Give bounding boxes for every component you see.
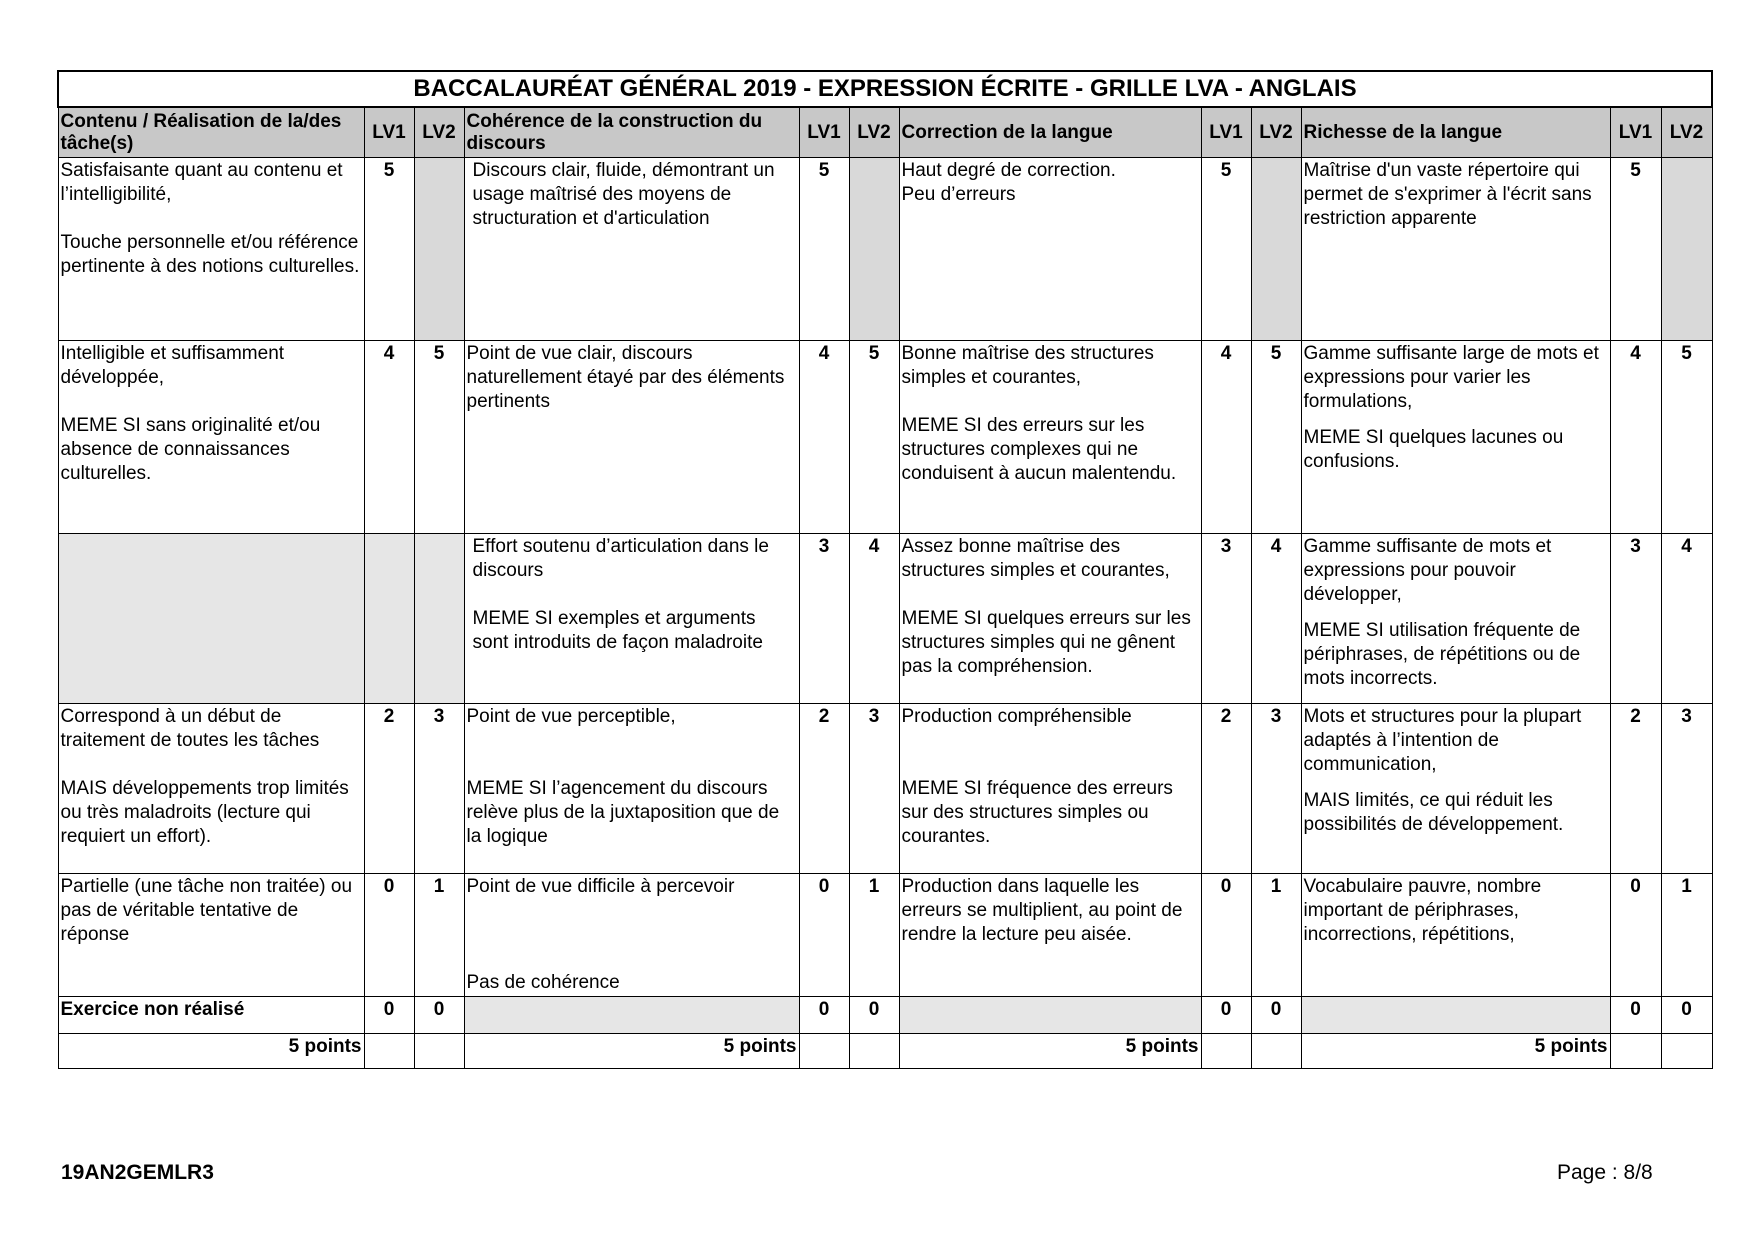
score-lv2: 1 bbox=[414, 874, 464, 997]
header-coherence: Cohérence de la construction du discours bbox=[464, 107, 799, 158]
grid-title: BACCALAURÉAT GÉNÉRAL 2019 - EXPRESSION ÉCRITE - GRILLE LVA - ANGLAIS bbox=[58, 71, 1712, 107]
criterion-text: MEME SI l’agencement du discours relève plus de la juxtaposition que de la logique bbox=[466, 778, 780, 847]
criterion-cell bbox=[464, 341, 799, 534]
criterion-cell bbox=[58, 704, 364, 874]
criterion-cell bbox=[1301, 704, 1610, 874]
header-lv1: LV1 bbox=[1201, 107, 1251, 158]
header-lv2: LV2 bbox=[1251, 107, 1301, 158]
score-lv1: 5 bbox=[1201, 158, 1251, 341]
empty-cell bbox=[464, 997, 799, 1034]
criterion-cell bbox=[899, 341, 1201, 534]
criterion-text: Peu d’erreurs bbox=[901, 184, 1016, 205]
criteria-row-1 bbox=[58, 874, 1712, 997]
score-lv2: 5 bbox=[849, 341, 899, 534]
criterion-cell bbox=[899, 534, 1201, 704]
empty-cell bbox=[1201, 1034, 1251, 1069]
score-lv1: 2 bbox=[364, 704, 414, 874]
criterion-text: Production compréhensible bbox=[901, 706, 1132, 727]
criterion-cell bbox=[464, 874, 799, 997]
score-lv2: 0 bbox=[1661, 997, 1712, 1034]
empty-cell bbox=[1661, 1034, 1712, 1069]
criteria-row-2 bbox=[58, 704, 1712, 874]
header-lv2: LV2 bbox=[1661, 107, 1712, 158]
header-lv1: LV1 bbox=[799, 107, 849, 158]
criterion-text: Effort soutenu d’articulation dans le discours bbox=[472, 536, 769, 581]
document-code: 19AN2GEMLR3 bbox=[61, 1161, 214, 1184]
empty-cell bbox=[1301, 997, 1610, 1034]
criterion-text: MAIS développements trop limités ou très maladroits (lecture qui requiert un effort). bbox=[60, 778, 349, 847]
score-lv1: 2 bbox=[1201, 704, 1251, 874]
criterion-text: Touche personnelle et/ou référence pertinente à des notions culturelles. bbox=[60, 232, 360, 277]
criterion-text: Correspond à un début de traitement de toutes les tâches bbox=[60, 706, 320, 751]
score-lv1: 2 bbox=[1610, 704, 1661, 874]
criterion-text: MEME SI fréquence des erreurs sur des structures simples ou courantes. bbox=[901, 778, 1173, 847]
criterion-text: Maîtrise d'un vaste répertoire qui permet de s'exprimer à l'écrit sans restriction apparente bbox=[1303, 160, 1592, 229]
score-lv1: 4 bbox=[1610, 341, 1661, 534]
score-lv2: 0 bbox=[1251, 997, 1301, 1034]
empty-cell bbox=[1610, 1034, 1661, 1069]
score-lv2: 5 bbox=[414, 341, 464, 534]
score-lv2: 5 bbox=[1251, 341, 1301, 534]
empty-cell bbox=[364, 534, 414, 704]
score-lv1: 0 bbox=[799, 997, 849, 1034]
score-lv1: 0 bbox=[799, 874, 849, 997]
header-lv1: LV1 bbox=[1610, 107, 1661, 158]
score-lv1: 0 bbox=[1201, 997, 1251, 1034]
score-lv1: 3 bbox=[1610, 534, 1661, 704]
score-lv1: 0 bbox=[364, 997, 414, 1034]
score-lv2: 5 bbox=[1661, 341, 1712, 534]
criterion-text: Discours clair, fluide, démontrant un usage maîtrisé des moyens de structuration et d'articulation bbox=[472, 160, 775, 229]
score-lv1: 5 bbox=[1610, 158, 1661, 341]
criterion-cell bbox=[899, 158, 1201, 341]
header-contenu: Contenu / Réalisation de la/des tâche(s) bbox=[58, 107, 364, 158]
criterion-text: Mots et structures pour la plupart adaptés à l’intention de communication, bbox=[1303, 706, 1582, 775]
score-lv2 bbox=[414, 158, 464, 341]
criterion-text: Point de vue clair, discours naturellement étayé par des éléments pertinents bbox=[466, 343, 785, 412]
total-points: 5 points bbox=[1301, 1034, 1610, 1069]
empty-cell bbox=[799, 1034, 849, 1069]
header-lv2: LV2 bbox=[849, 107, 899, 158]
criterion-cell bbox=[464, 704, 799, 874]
criteria-row-5 bbox=[58, 158, 1712, 341]
totals-row bbox=[58, 1034, 1712, 1069]
criterion-cell bbox=[1301, 534, 1610, 704]
total-points: 5 points bbox=[899, 1034, 1201, 1069]
total-points: 5 points bbox=[464, 1034, 799, 1069]
score-lv2 bbox=[849, 158, 899, 341]
criterion-text: MEME SI sans originalité et/ou absence de connaissances culturelles. bbox=[60, 415, 321, 484]
criterion-text: Intelligible et suffisamment développée, bbox=[60, 343, 285, 388]
criterion-cell bbox=[1301, 874, 1610, 997]
score-lv1: 3 bbox=[1201, 534, 1251, 704]
criterion-text: Gamme suffisante large de mots et expressions pour varier les formulations, bbox=[1303, 343, 1599, 412]
score-lv1: 0 bbox=[1201, 874, 1251, 997]
score-lv2: 1 bbox=[1661, 874, 1712, 997]
criterion-text: Pas de cohérence bbox=[466, 972, 620, 993]
criterion-cell bbox=[1301, 341, 1610, 534]
criterion-text: MEME SI des erreurs sur les structures complexes qui ne conduisent à aucun malentendu. bbox=[901, 415, 1177, 484]
score-lv2: 4 bbox=[849, 534, 899, 704]
score-lv2: 3 bbox=[849, 704, 899, 874]
header-lv2: LV2 bbox=[414, 107, 464, 158]
criterion-cell bbox=[58, 158, 364, 341]
criterion-cell bbox=[58, 341, 364, 534]
total-points: 5 points bbox=[58, 1034, 364, 1069]
criterion-cell bbox=[464, 534, 799, 704]
score-lv1: 4 bbox=[364, 341, 414, 534]
criterion-text: Vocabulaire pauvre, nombre important de périphrases, incorrections, répétitions, bbox=[1303, 876, 1542, 945]
criterion-text: MEME SI utilisation fréquente de périphrases, de répétitions ou de mots incorrects. bbox=[1303, 620, 1581, 689]
criterion-text: Point de vue difficile à percevoir bbox=[466, 876, 735, 897]
score-lv1: 4 bbox=[799, 341, 849, 534]
header-richesse: Richesse de la langue bbox=[1301, 107, 1610, 158]
criterion-cell bbox=[899, 874, 1201, 997]
criterion-text: Satisfaisante quant au contenu et l’intelligibilité, bbox=[60, 160, 343, 205]
empty-cell bbox=[414, 1034, 464, 1069]
criterion-text: Assez bonne maîtrise des structures simples et courantes, bbox=[901, 536, 1170, 581]
score-lv1: 2 bbox=[799, 704, 849, 874]
non-realise-label: Exercice non réalisé bbox=[58, 997, 364, 1034]
score-lv1: 5 bbox=[364, 158, 414, 341]
criteria-row-4 bbox=[58, 341, 1712, 534]
score-lv2: 3 bbox=[414, 704, 464, 874]
criterion-cell bbox=[58, 874, 364, 997]
non-realise-row bbox=[58, 997, 1712, 1034]
score-lv2 bbox=[1251, 158, 1301, 341]
score-lv2: 4 bbox=[1251, 534, 1301, 704]
criterion-text: Point de vue perceptible, bbox=[466, 706, 676, 727]
criterion-cell bbox=[464, 158, 799, 341]
empty-cell bbox=[849, 1034, 899, 1069]
criterion-cell bbox=[1301, 158, 1610, 341]
score-lv2: 3 bbox=[1251, 704, 1301, 874]
score-lv2: 1 bbox=[849, 874, 899, 997]
score-lv2: 3 bbox=[1661, 704, 1712, 874]
header-row bbox=[58, 107, 1712, 158]
criterion-text: Bonne maîtrise des structures simples et courantes, bbox=[901, 343, 1154, 388]
criterion-text: Partielle (une tâche non traitée) ou pas de véritable tentative de réponse bbox=[60, 876, 353, 945]
score-lv2: 1 bbox=[1251, 874, 1301, 997]
criterion-text: MEME SI exemples et arguments sont introduits de façon maladroite bbox=[472, 608, 763, 653]
criterion-cell bbox=[899, 704, 1201, 874]
criterion-text: MEME SI quelques lacunes ou confusions. bbox=[1303, 427, 1564, 472]
empty-cell bbox=[899, 997, 1201, 1034]
empty-cell bbox=[364, 1034, 414, 1069]
header-lv1: LV1 bbox=[364, 107, 414, 158]
empty-cell bbox=[58, 534, 364, 704]
score-lv2: 0 bbox=[849, 997, 899, 1034]
criteria-row-3 bbox=[58, 534, 1712, 704]
criterion-text: Gamme suffisante de mots et expressions pour pouvoir développer, bbox=[1303, 536, 1552, 605]
page-number: Page : 8/8 bbox=[1557, 1161, 1653, 1184]
criterion-text: MEME SI quelques erreurs sur les structures simples qui ne gênent pas la compréhension. bbox=[901, 608, 1191, 677]
criterion-text: Production dans laquelle les erreurs se multiplient, au point de rendre la lecture peu aisée. bbox=[901, 876, 1183, 945]
score-lv2: 0 bbox=[414, 997, 464, 1034]
score-lv1: 0 bbox=[1610, 874, 1661, 997]
score-lv1: 0 bbox=[364, 874, 414, 997]
criterion-text: MAIS limités, ce qui réduit les possibilités de développement. bbox=[1303, 790, 1564, 835]
empty-cell bbox=[1251, 1034, 1301, 1069]
grading-grid bbox=[57, 70, 1713, 1069]
empty-cell bbox=[414, 534, 464, 704]
score-lv2: 4 bbox=[1661, 534, 1712, 704]
score-lv1: 3 bbox=[799, 534, 849, 704]
header-correction: Correction de la langue bbox=[899, 107, 1201, 158]
score-lv1: 0 bbox=[1610, 997, 1661, 1034]
score-lv2 bbox=[1661, 158, 1712, 341]
criterion-text: Haut degré de correction. bbox=[901, 160, 1116, 181]
score-lv1: 5 bbox=[799, 158, 849, 341]
score-lv1: 4 bbox=[1201, 341, 1251, 534]
